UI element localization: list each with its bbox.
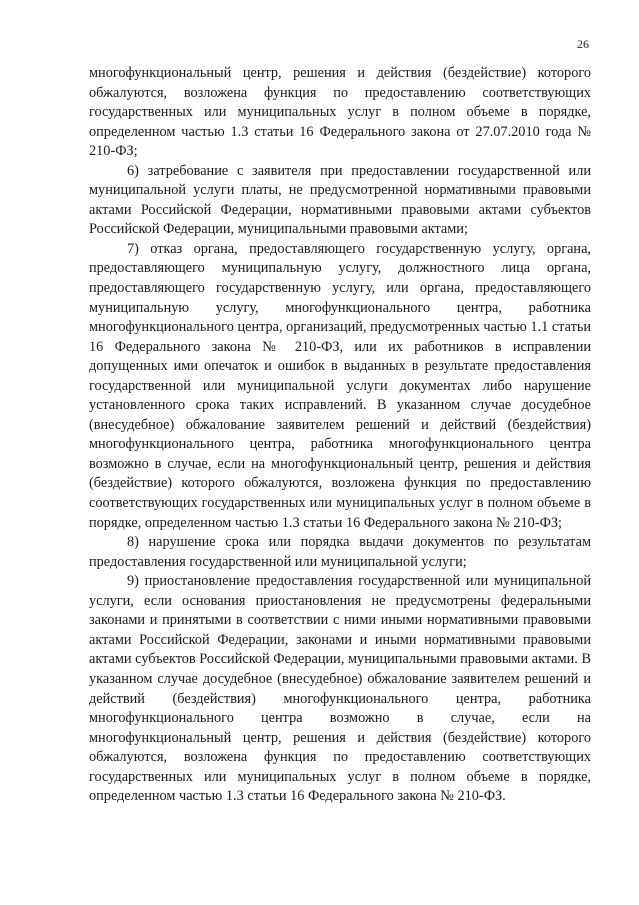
page-number: 26 xyxy=(577,37,589,51)
paragraph-item-9: 9) приостановление предоставления государственной или муниципальной услуги, если основания приостановления не предусмотрены федеральными законами и принятыми в соответствии с ними иными нормативными правовыми актами Российской Федерации, законами и иными нормативными правовыми актами субъектов Российской Федерации, муниципальными правовыми актами. В указанном случае досудебное (внесудебное) обжалование заявителем решений и действий (бездействия) многофункционального центра, работника многофункционального центра возможно в случае, если на многофункциональный центр, решения и действия (бездействие) которого обжалуются, возложена функция по предоставлению соответствующих государственных или муниципальных услуг в полном объеме в порядке, определенном частью 1.3 статьи 16 Федерального закона № 210-ФЗ. xyxy=(89,573,591,805)
paragraph-continuation: многофункциональный центр, решения и действия (бездействие) которого обжалуются, возложена функция по предоставлению соответствующих государственных или муниципальных услуг в полном объеме в порядке, определенном частью 1.3 статьи 16 Федерального закона от 27.07.2010 года № 210-ФЗ; xyxy=(89,65,591,160)
paragraph-item-6: 6) затребование с заявителя при предоставлении государственной или муниципальной услуги платы, не предусмотренной нормативными правовыми актами Российской Федерации, нормативными правовыми актами субъектов Российской Федерации, муниципальными правовыми актами; xyxy=(89,162,591,238)
paragraph-item-7: 7) отказ органа, предоставляющего государственную услугу, органа, предоставляющего муниципальную услугу, должностного лица органа, предоставляющего государственную услугу, или органа, предоставляющего муниципальную услугу, многофункционального центра, работника многофункционального центра, организаций, предусмотренных частью 1.1 статьи 16 Федерального закона № 210-ФЗ, или их работников в исправлении допущенных ими опечаток и ошибок в выданных в результате предоставления государственной или муниципальной услуги документах либо нарушение установленного срока таких исправлений. В указанном случае досудебное (внесудебное) обжалование заявителем решений и действий (бездействия) многофункционального центра, работника многофункционального центра возможно в случае, если на многофункциональный центр, решения и действия (бездействие) которого обжалуются, возложена функция по предоставлению соответствующих государственных или муниципальных услуг в полном объеме в порядке, определенном частью 1.3 статьи 16 Федерального закона № 210-ФЗ; xyxy=(89,240,591,531)
paragraph-item-8: 8) нарушение срока или порядка выдачи документов по результатам предоставления государственной или муниципальной услуги; xyxy=(89,534,591,570)
document-body xyxy=(89,64,591,807)
